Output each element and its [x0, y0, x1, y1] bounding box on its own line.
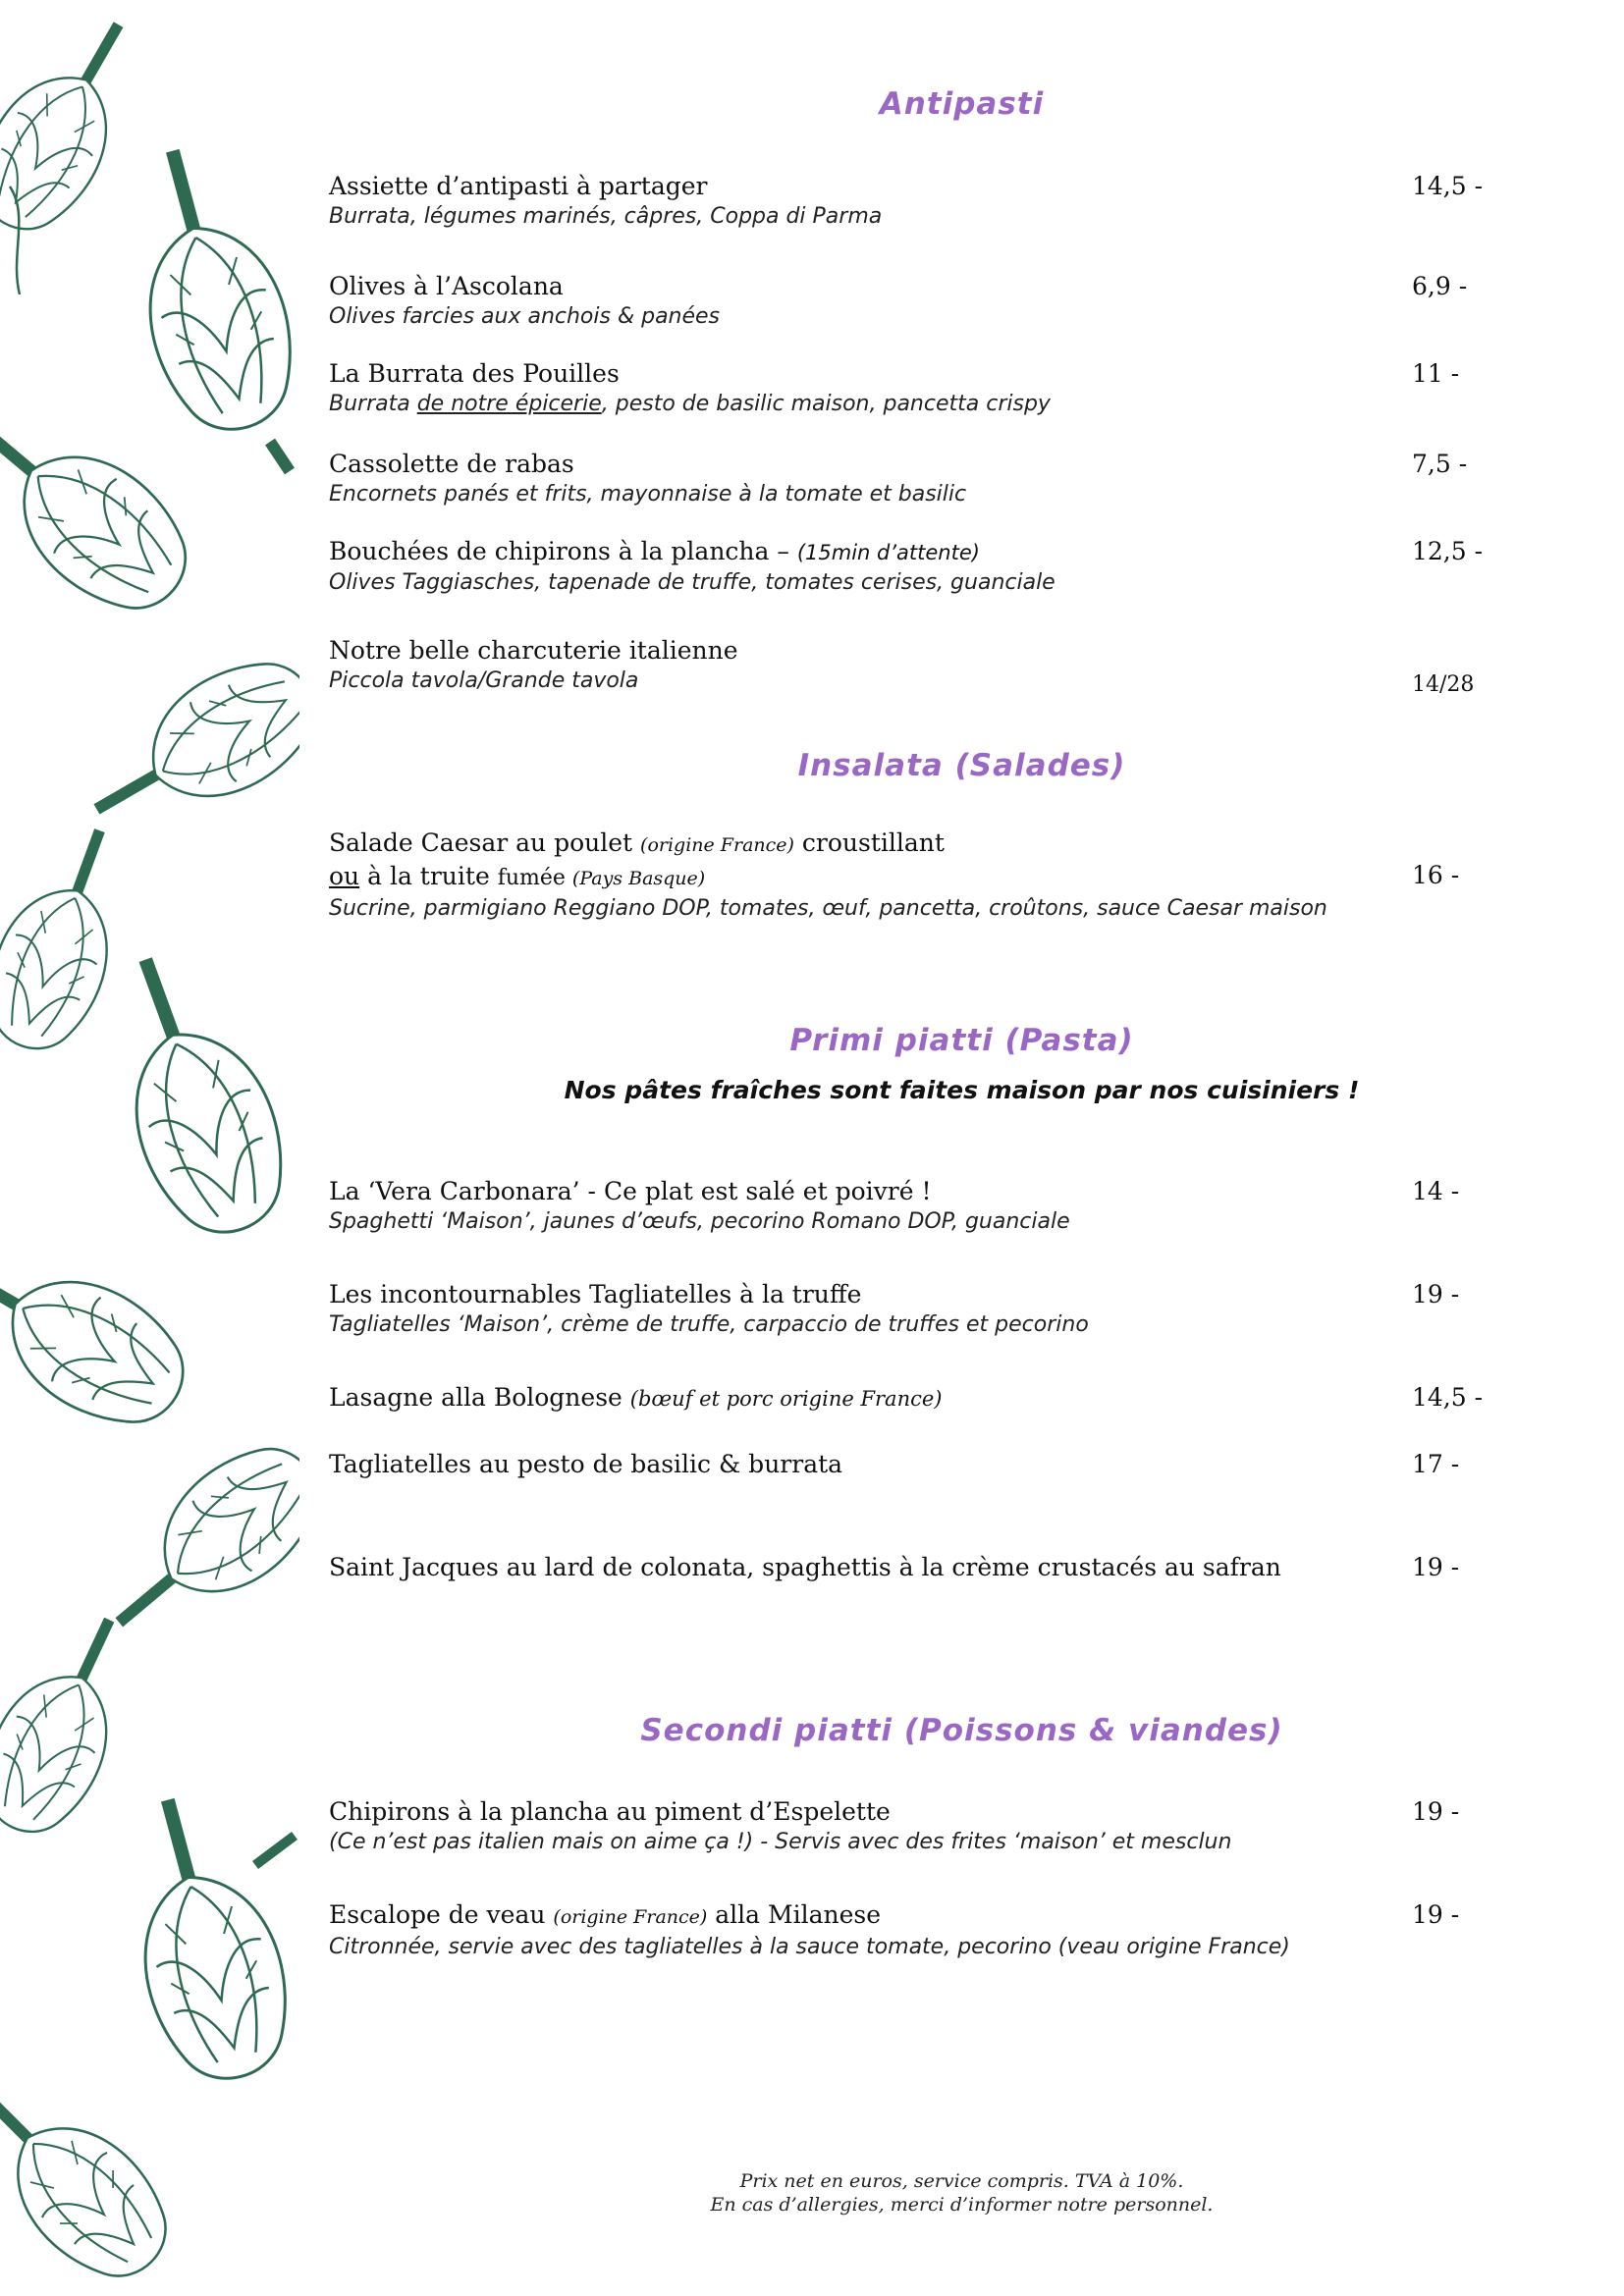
- item-name: Les incontournables Tagliatelles à la truffe: [329, 1280, 862, 1308]
- footer-line: Prix net en euros, service compris. TVA à 10%.: [739, 2170, 1184, 2192]
- item-price: 19 -: [1412, 1280, 1460, 1308]
- menu-item: [329, 635, 1360, 696]
- item-name: La ‘Vera Carbonara’ - Ce plat est salé et poivré !: [329, 1177, 932, 1205]
- item-description: Encornets panés et frits, mayonnaise à la tomate et basilic: [329, 482, 967, 507]
- menu-item: [329, 1382, 1360, 1415]
- item-price: 19 -: [1412, 1900, 1460, 1929]
- desc-part: , pesto de basilic maison, pancetta crispy: [601, 392, 1051, 416]
- item-name: [329, 1382, 1360, 1415]
- menu-item: [329, 536, 1360, 598]
- menu-item: [329, 828, 1360, 924]
- item-name-text: à la truite: [359, 862, 498, 890]
- item-name-text: alla Milanese: [707, 1900, 882, 1929]
- menu-item: [329, 358, 1360, 419]
- item-description: Burrata, légumes marinés, câpres, Coppa di Parma: [329, 204, 883, 229]
- menu-item: [329, 1176, 1360, 1237]
- desc-part: Burrata: [329, 392, 417, 416]
- item-name: Saint Jacques au lard de colonata, spaghettis à la crème crustacés au safran: [329, 1553, 1281, 1581]
- item-price: 14/28: [1412, 672, 1475, 697]
- item-description: Tagliatelles ‘Maison’, crème de truffe, carpaccio de truffes et pecorino: [329, 1312, 1089, 1337]
- item-description: Citronnée, servie avec des tagliatelles à la sauce tomate, pecorino (veau origine France): [329, 1935, 1290, 1959]
- item-price: 7,5 -: [1412, 450, 1468, 478]
- item-note: (15min d’attente): [796, 541, 980, 564]
- item-note: (origine France): [553, 1906, 708, 1928]
- item-description: Piccola tavola/Grande tavola: [329, 668, 639, 693]
- item-note: (origine France): [640, 834, 794, 856]
- item-name: [329, 1899, 1360, 1933]
- section-title-antipasti: Antipasti: [879, 86, 1045, 122]
- item-name: Cassolette de rabas: [329, 450, 574, 478]
- item-name-underlined: ou: [329, 862, 360, 890]
- item-note: (Pays Basque): [571, 868, 706, 889]
- menu-item: [329, 1796, 1360, 1857]
- item-price: 16 -: [1412, 861, 1460, 889]
- section-title-secondi: Secondi piatti (Poissons & viandes): [640, 1713, 1283, 1748]
- menu-item: [329, 171, 1360, 232]
- item-price: 12,5 -: [1412, 537, 1484, 565]
- item-name: Tagliatelles au pesto de basilic & burrata: [329, 1450, 843, 1478]
- section-title-insalata: Insalata (Salades): [797, 748, 1126, 783]
- item-name: Assiette d’antipasti à partager: [329, 172, 708, 200]
- item-description: (Ce n’est pas italien mais on aime ça !) - Servis avec des frites ‘maison’ et mesclun: [329, 1830, 1232, 1854]
- footer-line: En cas d’allergies, merci d’informer notre personnel.: [710, 2194, 1214, 2216]
- item-price: 6,9 -: [1412, 272, 1468, 300]
- desc-underlined: de notre épicerie: [416, 392, 602, 416]
- item-price: 14 -: [1412, 1177, 1460, 1205]
- footer-note: [299, 2169, 1624, 2216]
- item-name-text: fumée: [497, 866, 572, 890]
- item-name-text: Salade Caesar au poulet: [329, 828, 641, 857]
- item-name: [329, 536, 1360, 568]
- menu-item: [329, 271, 1360, 332]
- item-name-text: Escalope de veau: [329, 1900, 554, 1929]
- item-name-text: Lasagne alla Bolognese: [329, 1383, 630, 1412]
- item-description: [329, 390, 1360, 419]
- menu-item: [329, 1449, 1360, 1480]
- item-price: 14,5 -: [1412, 172, 1484, 200]
- item-price: 17 -: [1412, 1450, 1460, 1478]
- item-description: Spaghetti ‘Maison’, jaunes d’œufs, pecorino Romano DOP, guanciale: [329, 1209, 1070, 1234]
- item-note: (bœuf et porc origine France): [629, 1387, 943, 1411]
- item-description: Sucrine, parmigiano Reggiano DOP, tomates, œuf, pancetta, croûtons, sauce Caesar maison: [329, 896, 1327, 921]
- item-name-text: Bouchées de chipirons à la plancha –: [329, 537, 797, 565]
- item-price: 11 -: [1412, 359, 1460, 388]
- item-name: Chipirons à la plancha au piment d’Espelette: [329, 1797, 891, 1826]
- item-description: Olives Taggiasches, tapenade de truffe, tomates cerises, guanciale: [329, 570, 1056, 595]
- item-name: Notre belle charcuterie italienne: [329, 636, 738, 665]
- item-name: Olives à l’Ascolana: [329, 272, 564, 300]
- item-description: Olives farcies aux anchois & panées: [329, 304, 721, 329]
- item-name-text: croustillant: [793, 828, 945, 857]
- menu-item: [329, 1552, 1360, 1583]
- item-name: La Burrata des Pouilles: [329, 359, 620, 388]
- item-price: 19 -: [1412, 1797, 1460, 1826]
- menu-item: [329, 1899, 1360, 1962]
- menu-item: [329, 449, 1360, 509]
- item-name: [329, 828, 1360, 861]
- item-price: 19 -: [1412, 1553, 1460, 1581]
- menu-item: [329, 1279, 1360, 1340]
- section-title-primi: Primi piatti (Pasta): [789, 1023, 1134, 1058]
- item-name-line2: [329, 861, 1360, 894]
- section-tagline: Nos pâtes fraîches sont faites maison par nos cuisiniers !: [564, 1076, 1360, 1104]
- item-price: 14,5 -: [1412, 1383, 1484, 1412]
